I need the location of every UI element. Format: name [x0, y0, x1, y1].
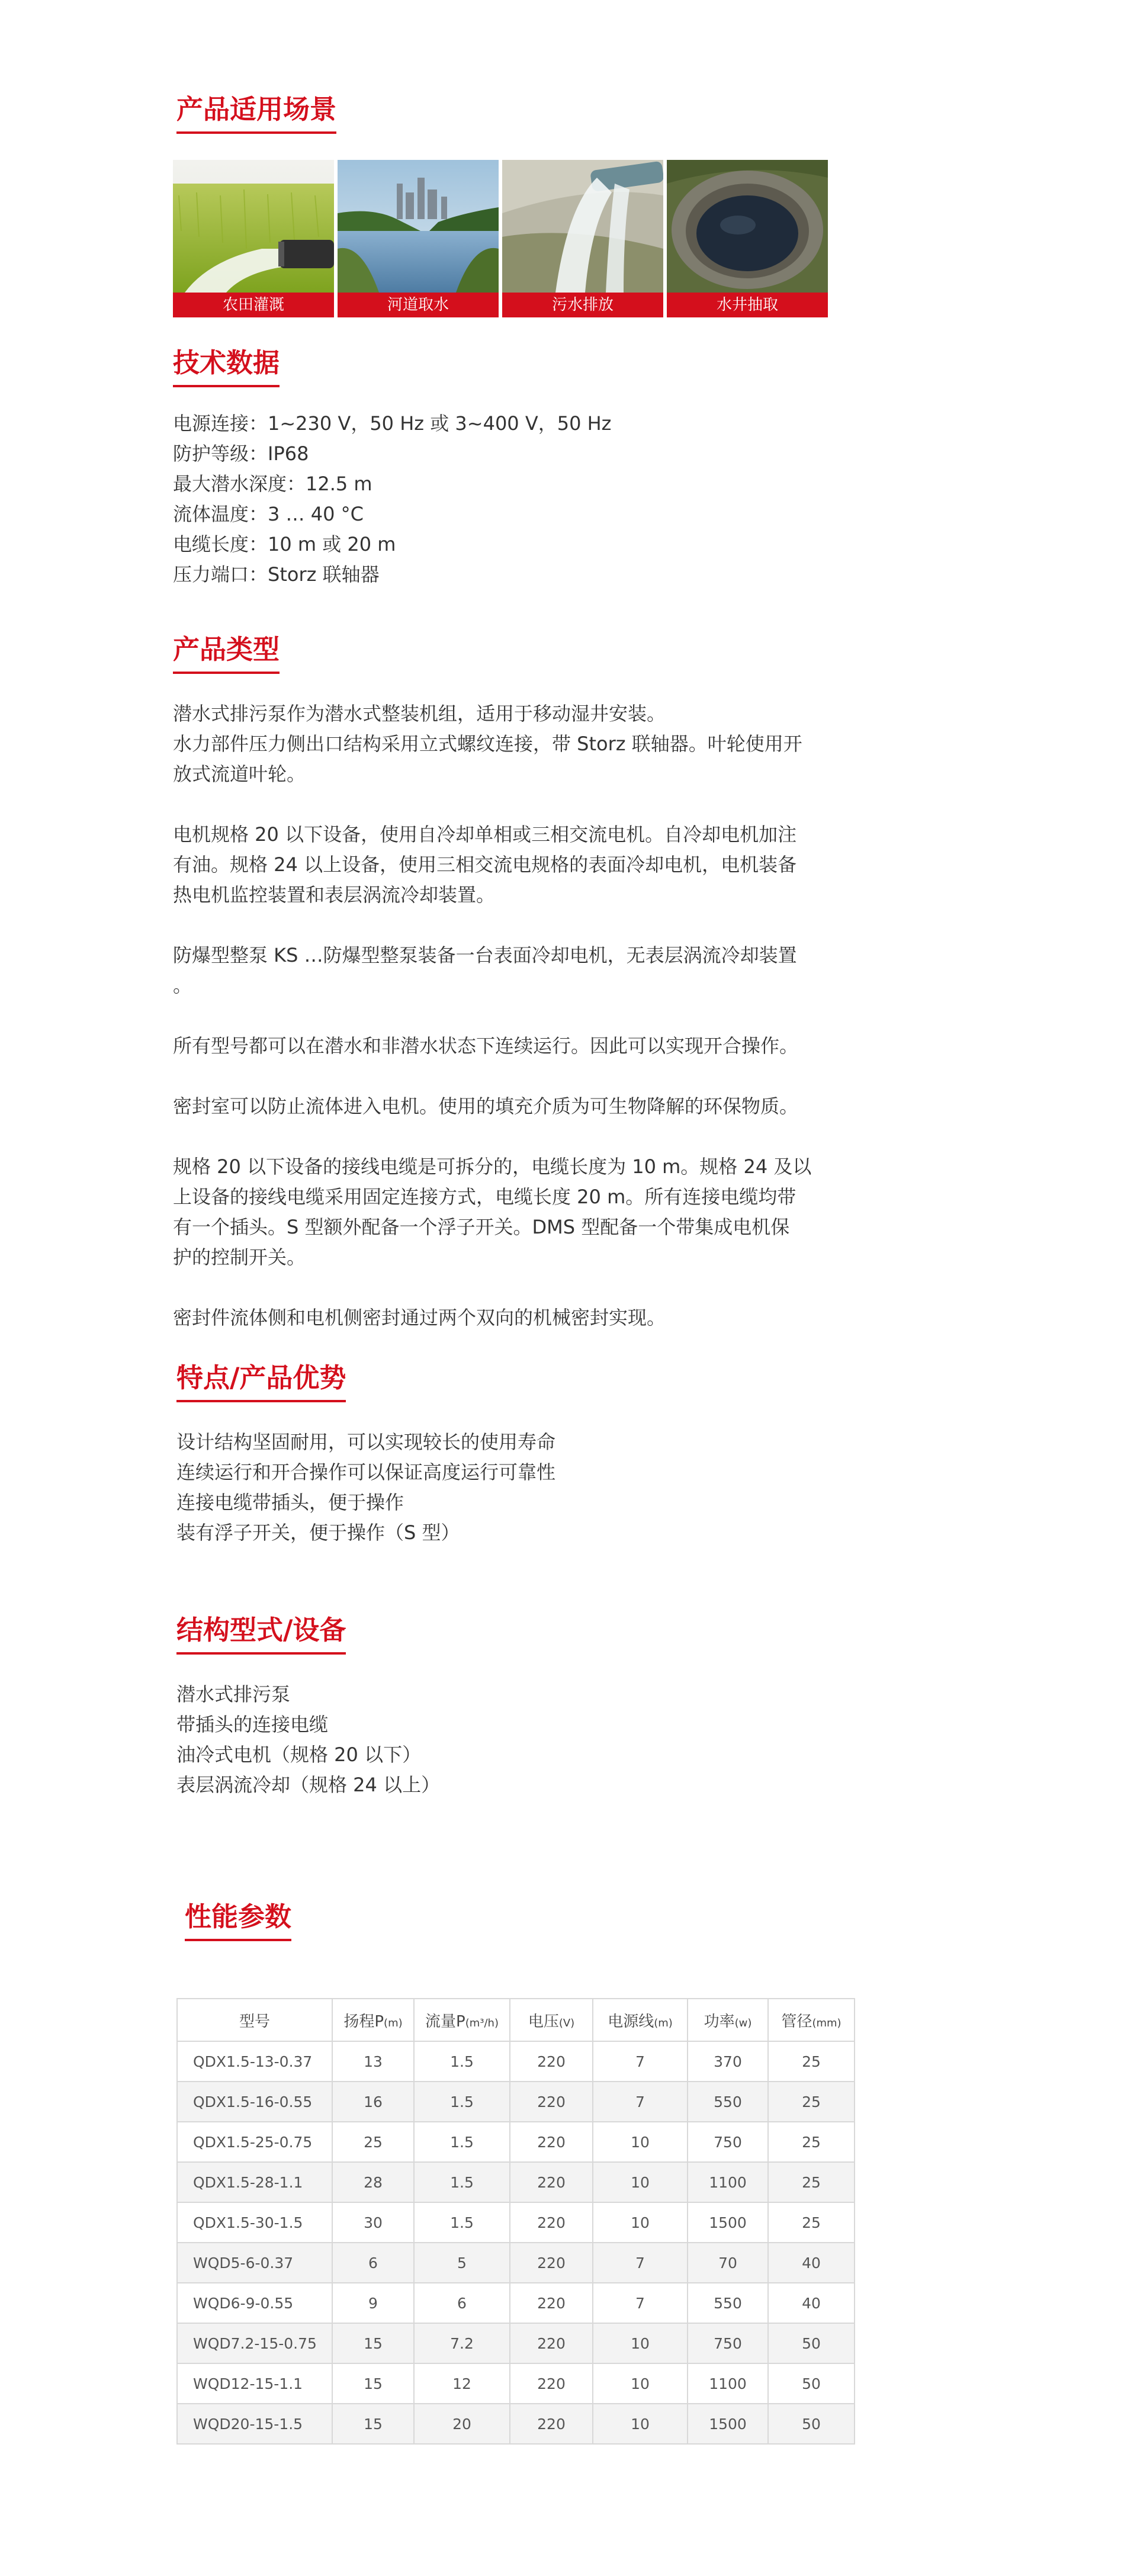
- types-line: [173, 1122, 811, 1152]
- table-cell-model: WQD6-9-0.55: [177, 2283, 332, 2323]
- table-cell-pipe: 50: [768, 2404, 855, 2444]
- table-cell-power: 70: [688, 2243, 768, 2283]
- section-title-performance: 性能参数: [185, 1901, 291, 1941]
- table-cell-voltage: 220: [510, 2082, 593, 2122]
- table-cell-head: 16: [332, 2082, 414, 2122]
- performance-table: [176, 1998, 855, 2445]
- table-cell-flow: 1.5: [414, 2082, 510, 2122]
- column-header-power: [688, 1999, 768, 2041]
- column-header-label: 扬程P: [343, 2012, 384, 2031]
- column-header-voltage: [510, 1999, 593, 2041]
- tech-line: 防护等级：IP68: [173, 442, 309, 465]
- table-cell-cable: 7: [593, 2243, 688, 2283]
- section-title-features: 特点/产品优势: [176, 1362, 346, 1402]
- table-cell-cable: 10: [593, 2363, 688, 2404]
- table-cell-voltage: 220: [510, 2122, 593, 2162]
- table-cell-cable: 10: [593, 2202, 688, 2243]
- tech-line: 电缆长度：10 m 或 20 m: [173, 533, 396, 555]
- scene-card-sewage: [502, 160, 663, 317]
- table-cell-power: 550: [688, 2283, 768, 2323]
- types-line: 密封室可以防止流体进入电机。使用的填充介质为可生物降解的环保物质。: [173, 1095, 799, 1117]
- table-cell-power: 370: [688, 2041, 768, 2082]
- scene-caption: 河道取水: [338, 293, 499, 317]
- table-cell-model: QDX1.5-30-1.5: [177, 2202, 332, 2243]
- table-cell-flow: 20: [414, 2404, 510, 2444]
- scene-caption: 污水排放: [502, 293, 663, 317]
- table-cell-cable: 7: [593, 2041, 688, 2082]
- section-title-scenes: 产品适用场景: [176, 94, 336, 134]
- table-cell-power: 550: [688, 2082, 768, 2122]
- table-cell-cable: 10: [593, 2323, 688, 2363]
- types-line: 放式流道叶轮。: [173, 763, 306, 785]
- column-header-label: 电源线: [608, 2012, 654, 2031]
- table-cell-voltage: 220: [510, 2162, 593, 2202]
- table-cell-pipe: 40: [768, 2283, 855, 2323]
- types-line: 所有型号都可以在潜水和非潜水状态下连续运行。因此可以实现开合操作。: [173, 1035, 799, 1057]
- table-cell-cable: 7: [593, 2082, 688, 2122]
- table-cell-pipe: 50: [768, 2363, 855, 2404]
- column-header-pipe: [768, 1999, 855, 2041]
- section-title-tech: 技术数据: [173, 347, 280, 387]
- table-cell-cable: 7: [593, 2283, 688, 2323]
- feature-item: 设计结构坚固耐用，可以实现较长的使用寿命: [176, 1431, 556, 1453]
- table-cell-pipe: 25: [768, 2082, 855, 2122]
- column-header-unit: (V): [558, 2016, 575, 2029]
- table-cell-model: WQD7.2-15-0.75: [177, 2323, 332, 2363]
- column-header-unit: (m): [654, 2016, 673, 2029]
- scene-card-river: [338, 160, 499, 317]
- column-header-flow: [414, 1999, 510, 2041]
- table-cell-flow: 6: [414, 2283, 510, 2323]
- table-cell-model: WQD20-15-1.5: [177, 2404, 332, 2444]
- table-cell-head: 15: [332, 2404, 414, 2444]
- column-header-cable: [593, 1999, 688, 2041]
- types-line: 密封件流体侧和电机侧密封通过两个双向的机械密封实现。: [173, 1306, 666, 1329]
- table-cell-flow: 1.5: [414, 2122, 510, 2162]
- table-cell-head: 15: [332, 2363, 414, 2404]
- types-line: 护的控制开关。: [173, 1246, 306, 1268]
- table-cell-model: QDX1.5-13-0.37: [177, 2041, 332, 2082]
- types-text: [173, 699, 811, 1333]
- table-row: [177, 2283, 855, 2323]
- table-cell-head: 6: [332, 2243, 414, 2283]
- table-cell-flow: 1.5: [414, 2202, 510, 2243]
- table-cell-flow: 1.5: [414, 2041, 510, 2082]
- scene-card-well: [667, 160, 828, 317]
- table-row: [177, 2202, 855, 2243]
- feature-item: 连续运行和开合操作可以保证高度运行可靠性: [176, 1461, 556, 1483]
- structure-item: 带插头的连接电缆: [176, 1713, 329, 1736]
- river-intake-photo: [338, 160, 499, 293]
- table-cell-voltage: 220: [510, 2323, 593, 2363]
- farmland-irrigation-photo: [173, 160, 334, 293]
- column-header-label: 管径: [781, 2012, 812, 2031]
- table-cell-cable: 10: [593, 2162, 688, 2202]
- types-line: 有油。规格 24 以上设备，使用三相交流电规格的表面冷却电机，电机装备: [173, 853, 797, 876]
- types-line: [173, 910, 811, 940]
- table-row: [177, 2162, 855, 2202]
- column-header-label: 功率: [704, 2012, 735, 2031]
- table-cell-head: 9: [332, 2283, 414, 2323]
- table-cell-voltage: 220: [510, 2283, 593, 2323]
- table-cell-power: 750: [688, 2323, 768, 2363]
- table-cell-head: 30: [332, 2202, 414, 2243]
- table-cell-model: WQD5-6-0.37: [177, 2243, 332, 2283]
- types-line: [173, 1273, 811, 1303]
- column-header-unit: (mm): [812, 2016, 841, 2029]
- structure-item: 油冷式电机（规格 20 以下）: [176, 1743, 422, 1766]
- types-line: 防爆型整泵 KS …防爆型整泵装备一台表面冷却电机，无表层涡流冷却装置: [173, 944, 797, 966]
- table-row: [177, 2323, 855, 2363]
- types-line: 潜水式排污泵作为潜水式整装机组，适用于移动湿井安装。: [173, 702, 666, 725]
- table-cell-power: 1500: [688, 2404, 768, 2444]
- table-cell-voltage: 220: [510, 2041, 593, 2082]
- column-header-label: 电压: [528, 2012, 559, 2031]
- types-line: 上设备的接线电缆采用固定连接方式，电缆长度 20 m。所有连接电缆均带: [173, 1186, 796, 1208]
- column-header-label: 型号: [239, 2012, 270, 2031]
- section-title-structure: 结构型式/设备: [176, 1614, 346, 1655]
- table-cell-model: QDX1.5-25-0.75: [177, 2122, 332, 2162]
- table-row: [177, 2122, 855, 2162]
- table-cell-pipe: 25: [768, 2122, 855, 2162]
- tech-line: 电源连接：1~230 V，50 Hz 或 3~400 V，50 Hz: [173, 412, 612, 435]
- table-cell-pipe: 50: [768, 2323, 855, 2363]
- feature-item: 装有浮子开关，便于操作（S 型）: [176, 1521, 460, 1544]
- table-cell-cable: 10: [593, 2122, 688, 2162]
- table-cell-head: 28: [332, 2162, 414, 2202]
- structure-item: 潜水式排污泵: [176, 1683, 291, 1705]
- structure-item: 表层涡流冷却（规格 24 以上）: [176, 1774, 441, 1796]
- sewage-discharge-photo: [502, 160, 663, 293]
- table-cell-power: 1500: [688, 2202, 768, 2243]
- tech-data-list: [173, 409, 611, 590]
- tech-line: 流体温度：3 … 40 °C: [173, 503, 364, 525]
- table-cell-pipe: 25: [768, 2202, 855, 2243]
- table-row: [177, 2041, 855, 2082]
- scene-caption: 水井抽取: [667, 293, 828, 317]
- table-cell-pipe: 25: [768, 2041, 855, 2082]
- table-cell-cable: 10: [593, 2404, 688, 2444]
- table-cell-pipe: 40: [768, 2243, 855, 2283]
- table-cell-voltage: 220: [510, 2243, 593, 2283]
- table-cell-flow: 1.5: [414, 2162, 510, 2202]
- section-title-types: 产品类型: [173, 634, 280, 674]
- column-header-unit: (m): [384, 2016, 403, 2029]
- column-header-unit: (w): [734, 2016, 752, 2029]
- types-line: 规格 20 以下设备的接线电缆是可拆分的，电缆长度为 10 m。规格 24 及以: [173, 1155, 812, 1178]
- table-cell-head: 25: [332, 2122, 414, 2162]
- features-list: [176, 1427, 555, 1548]
- tech-line: 最大潜水深度：12.5 m: [173, 473, 372, 495]
- column-header-unit: (m³/h): [465, 2016, 499, 2029]
- table-cell-voltage: 220: [510, 2404, 593, 2444]
- feature-item: 连接电缆带插头，便于操作: [176, 1491, 404, 1514]
- types-line: [173, 1061, 811, 1091]
- types-line: [173, 789, 811, 820]
- table-cell-power: 1100: [688, 2363, 768, 2404]
- table-cell-pipe: 25: [768, 2162, 855, 2202]
- table-cell-head: 15: [332, 2323, 414, 2363]
- table-cell-model: WQD12-15-1.1: [177, 2363, 332, 2404]
- structure-list: [176, 1679, 440, 1800]
- table-cell-flow: 12: [414, 2363, 510, 2404]
- types-line: 。: [173, 974, 192, 997]
- types-line: 水力部件压力侧出口结构采用立式螺纹连接，带 Storz 联轴器。叶轮使用开: [173, 733, 802, 755]
- table-row: [177, 2082, 855, 2122]
- tech-line: 压力端口：Storz 联轴器: [173, 563, 380, 586]
- types-line: 有一个插头。S 型额外配备一个浮子开关。DMS 型配备一个带集成电机保: [173, 1216, 790, 1238]
- table-cell-voltage: 220: [510, 2363, 593, 2404]
- table-cell-voltage: 220: [510, 2202, 593, 2243]
- table-cell-flow: 5: [414, 2243, 510, 2283]
- column-header-head: [332, 1999, 414, 2041]
- table-body: [177, 2041, 855, 2444]
- scene-card-farmland: [173, 160, 334, 317]
- well-pumping-photo: [667, 160, 828, 293]
- types-line: 热电机监控装置和表层涡流冷却装置。: [173, 884, 496, 906]
- column-header-model: [177, 1999, 332, 2041]
- table-cell-head: 13: [332, 2041, 414, 2082]
- table-row: [177, 2363, 855, 2404]
- table-header-row: [177, 1999, 855, 2041]
- table-row: [177, 2404, 855, 2444]
- table-cell-model: QDX1.5-28-1.1: [177, 2162, 332, 2202]
- types-line: 电机规格 20 以下设备，使用自冷却单相或三相交流电机。自冷却电机加注: [173, 823, 797, 846]
- table-cell-model: QDX1.5-16-0.55: [177, 2082, 332, 2122]
- types-line: [173, 1001, 811, 1031]
- table-cell-power: 1100: [688, 2162, 768, 2202]
- table-cell-power: 750: [688, 2122, 768, 2162]
- table-cell-flow: 7.2: [414, 2323, 510, 2363]
- table-row: [177, 2243, 855, 2283]
- scene-caption: 农田灌溉: [173, 293, 334, 317]
- column-header-label: 流量P: [425, 2012, 465, 2031]
